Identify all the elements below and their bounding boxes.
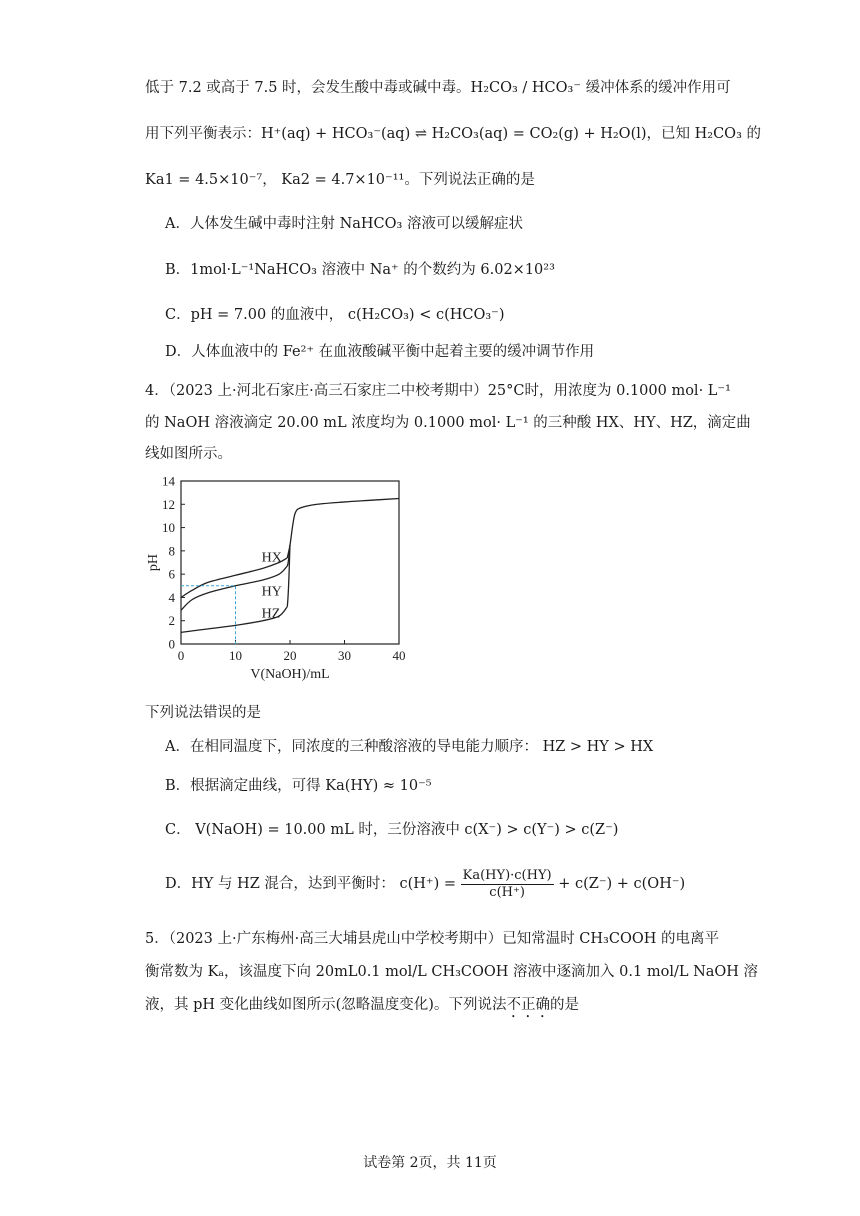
x-axis-label: V(NaOH)/mL bbox=[250, 667, 330, 682]
q3-option-d: D．人体血液中的 Fe²⁺ 在血液酸碱平衡中起着主要的缓冲调节作用 bbox=[165, 344, 595, 360]
y-tick-label: 8 bbox=[168, 543, 175, 559]
q4-line2: 的 NaOH 溶液滴定 20.00 mL 浓度均为 0.1000 mol· L⁻¹ 的三种酸 HX、HY、HZ，滴定曲 bbox=[145, 415, 751, 431]
q4-option-d-fraction bbox=[461, 868, 554, 901]
q4-option-d bbox=[165, 866, 685, 902]
q4-option-d-denominator: c(H⁺) bbox=[489, 884, 525, 900]
y-tick-label: 6 bbox=[168, 566, 175, 582]
x-tick-label: 30 bbox=[338, 648, 351, 663]
x-tick-label: 0 bbox=[177, 648, 185, 663]
y-tick-label: 14 bbox=[162, 473, 175, 489]
y-tick-label: 2 bbox=[168, 613, 175, 629]
y-tick-label: 12 bbox=[162, 496, 175, 512]
y-tick-label: 10 bbox=[162, 520, 175, 536]
series-label-hy: HY bbox=[261, 584, 282, 600]
q3-option-b: B．1mol·L⁻¹NaHCO₃ 溶液中 Na⁺ 的个数约为 6.02×10²³ bbox=[165, 262, 555, 278]
q4-option-b: B．根据滴定曲线，可得 Ka(HY) ≈ 10⁻⁵ bbox=[165, 778, 432, 794]
chart-curves bbox=[181, 498, 399, 632]
y-axis-label: pH bbox=[146, 553, 161, 572]
q5-line1: 5．（2023 上·广东梅州·高三大埔县虎山中学校考期中）已知常温时 CH₃COOH 的电离平 bbox=[145, 931, 719, 947]
q4-line1: 4．（2023 上·河北石家庄·高三石家庄二中校考期中）25°C时，用浓度为 0.1000 mol· L⁻¹ bbox=[145, 383, 731, 399]
q3-line3: Ka1 = 4.5×10⁻⁷， Ka2 = 4.7×10⁻¹¹。下列说法正确的是 bbox=[145, 172, 535, 188]
q5-line3-a: 液，其 pH 变化曲线如图所示(忽略温度变化)。下列说法 bbox=[145, 997, 507, 1013]
q4-stem: 下列说法错误的是 bbox=[145, 705, 261, 721]
q3-line2: 用下列平衡表示：H⁺(aq) + HCO₃⁻(aq) ⇌ H₂CO₃(aq) = CO₂(g) + H₂O(l)，已知 H₂CO₃ 的 bbox=[145, 126, 761, 142]
y-tick-label: 0 bbox=[168, 636, 175, 652]
q5-line3 bbox=[145, 995, 579, 1021]
q3-option-a: A．人体发生碱中毒时注射 NaHCO₃ 溶液可以缓解症状 bbox=[165, 216, 523, 232]
q4-option-a: A．在相同温度下，同浓度的三种酸溶液的导电能力顺序： HZ > HY > HX bbox=[165, 739, 654, 755]
x-tick-label: 10 bbox=[229, 648, 242, 663]
q4-option-c: C． V(NaOH) = 10.00 mL 时，三份溶液中 c(X⁻) > c(Y⁻) > c(Z⁻) bbox=[165, 822, 619, 838]
chart-ticks bbox=[162, 474, 406, 664]
dashed-guide bbox=[181, 586, 236, 644]
series-label-hz: HZ bbox=[261, 606, 281, 622]
titration-chart bbox=[140, 470, 420, 690]
q3-option-c: C．pH = 7.00 的血液中， c(H₂CO₃) < c(HCO₃⁻) bbox=[165, 307, 505, 323]
q4-line3: 线如图所示。 bbox=[145, 446, 232, 462]
x-tick-label: 20 bbox=[283, 648, 297, 663]
q5-line2: 衡常数为 Kₐ，该温度下向 20mL0.1 mol/L CH₃COOH 溶液中逐滴加入 0.1 mol/L NaOH 溶 bbox=[145, 964, 759, 980]
q4-option-d-suffix: + c(Z⁻) + c(OH⁻) bbox=[558, 876, 686, 892]
x-tick-label: 40 bbox=[392, 648, 406, 663]
curve-common bbox=[287, 498, 399, 557]
q4-option-d-prefix: D．HY 与 HZ 混合，达到平衡时： c(H⁺) = bbox=[165, 876, 456, 892]
q5-line3-c: 的是 bbox=[549, 997, 579, 1013]
page-footer: 试卷第 2页，共 11页 bbox=[363, 1155, 497, 1171]
q5-emphasis-not-correct: 不正确 bbox=[506, 997, 550, 1013]
q4-option-d-numerator: Ka(HY)·c(HY) bbox=[462, 867, 552, 883]
q3-line1: 低于 7.2 或高于 7.5 时，会发生酸中毒或碱中毒。H₂CO₃ / HCO₃⁻ 缓冲体系的缓冲作用可 bbox=[145, 80, 731, 96]
series-label-hx: HX bbox=[261, 550, 282, 566]
y-tick-label: 4 bbox=[168, 589, 175, 605]
